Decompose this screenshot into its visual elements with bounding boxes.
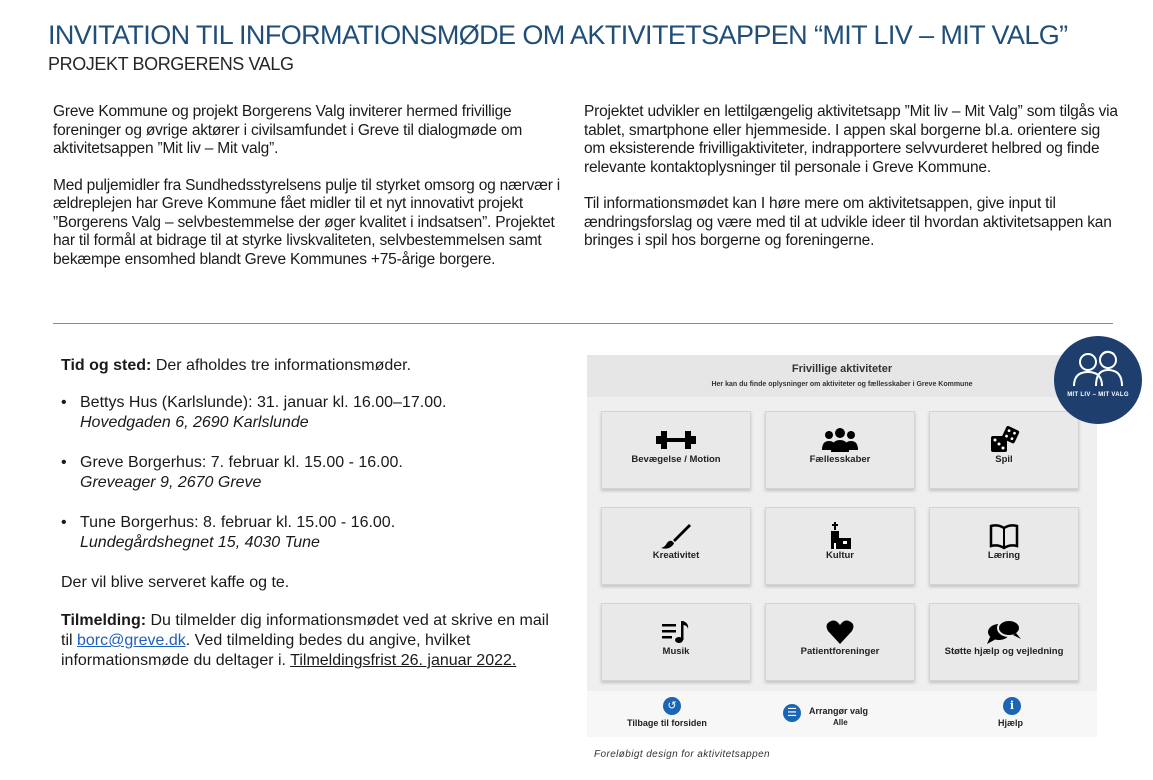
bullet: •: [61, 454, 67, 471]
tile-faellesskaber[interactable]: [765, 411, 915, 489]
tile-patientforeninger[interactable]: [765, 603, 915, 681]
coffee-note: Der vil blive serveret kaffe og te.: [61, 574, 290, 591]
tile-stoette[interactable]: [929, 603, 1079, 681]
intro-left-column: [53, 103, 578, 287]
tile-kultur[interactable]: [765, 507, 915, 585]
app-subtitle: Her kan du finde oplysninger om aktiviteter og fællesskaber i Greve Kommune: [711, 381, 973, 388]
event-heading-label: Tid og sted:: [61, 357, 152, 374]
event-time: Bettys Hus (Karlslunde): 31. januar kl. 16.00–17.00.: [80, 394, 447, 411]
music-icon: [602, 618, 750, 646]
event-time: Tune Borgerhus: 8. februar kl. 15.00 - 16.00.: [80, 514, 396, 531]
image-caption: Foreløbigt design for aktivitetsappen: [594, 749, 770, 760]
intro-paragraph: Greve Kommune og projekt Borgerens Valg inviterer hermed frivillige foreninger og øvrige aktører i civilsamfundet i Greve til dialogmøde om aktivitetsappen ”Mit liv – Mit valg”.: [53, 103, 523, 157]
list-icon: ☰: [783, 704, 801, 722]
event-address: Greveager 9, 2670 Greve: [80, 474, 262, 491]
tile-label: Læring: [987, 550, 1021, 561]
dice-icon: [930, 426, 1078, 454]
signup-text-part: Du tilmelder dig informationsmødet ved at skrive en mail til: [61, 612, 549, 649]
back-button[interactable]: [587, 691, 757, 737]
tile-label: Spil: [995, 454, 1013, 465]
signup-email-link[interactable]: borc@greve.dk: [77, 632, 186, 649]
event-item: [61, 513, 561, 553]
intro-paragraph: Med puljemidler fra Sundhedsstyrelsens pulje til styrket omsorg og nærvær i ældreplejen har Greve Kommune fået midler til et nyt innovativt projekt ”Borgerens Valg – selvbestemmelse der øger kvalitet i indsatsen”. Projektet har til formål at bidrage til at styrke livskvaliteten, selvbestemmelsen samt bekæmpe ensomhed blandt Greve Kommunes +75-årige borgere.: [53, 176, 561, 268]
back-label: Tilbage til forsiden: [627, 718, 707, 728]
dumbbell-icon: [602, 426, 750, 454]
app-header: [587, 355, 1097, 397]
tile-kreativitet[interactable]: [601, 507, 751, 585]
tile-label: Fællesskaber: [809, 454, 871, 465]
sort-button[interactable]: [757, 691, 927, 737]
logo-text: MIT LIV – MIT VALG: [1067, 392, 1129, 398]
help-label: Hjælp: [998, 718, 1024, 728]
page-title: INVITATION TIL INFORMATIONSMØDE OM AKTIVITETSAPPEN “MIT LIV – MIT VALG”: [48, 20, 1068, 50]
tile-musik[interactable]: [601, 603, 751, 681]
chat-icon: [930, 618, 1078, 646]
section-divider: [53, 323, 1113, 324]
paintbrush-icon: [602, 522, 750, 550]
tile-laering[interactable]: [929, 507, 1079, 585]
event-heading-text: Der afholdes tre informationsmøder.: [151, 357, 412, 374]
tile-label: Patientforeninger: [800, 646, 880, 657]
sort-value: Alle: [833, 718, 848, 727]
intro-paragraph: Projektet udvikler en lettilgængelig aktivitetsapp ”Mit liv – Mit Valg” som tilgås via tablet, smartphone eller hjemmeside. I appen skal borgerne bl.a. orientere sig om eksisterende frivilligaktiviteter, indrapportere selvvurderet helbred og finde relevante kontaktoplysninger til personale i Greve Kommune.: [584, 103, 1118, 176]
bullet: •: [61, 394, 67, 411]
tile-label: Bevægelse / Motion: [631, 454, 721, 465]
bullet: •: [61, 514, 67, 531]
signup-label: Tilmelding:: [61, 612, 147, 629]
mit-liv-logo: [1054, 336, 1142, 424]
app-mockup: [587, 355, 1097, 737]
event-item: [61, 393, 561, 433]
help-button[interactable]: [927, 691, 1097, 737]
tile-label: Støtte hjælp og vejledning: [944, 646, 1064, 657]
app-footer: [587, 691, 1097, 737]
book-icon: [930, 522, 1078, 550]
church-icon: [766, 522, 914, 550]
event-section: [61, 356, 561, 671]
tile-label: Kultur: [826, 550, 854, 561]
event-address: Hovedgaden 6, 2690 Karlslunde: [80, 414, 309, 431]
info-icon: i: [1003, 697, 1021, 715]
tile-bevaegelse[interactable]: [601, 411, 751, 489]
signup-text-part: . Ved tilmelding bedes du angive, hvilket informationsmøde du deltager i.: [61, 632, 471, 669]
sort-label: Arrangør valg: [809, 706, 869, 716]
group-icon: [766, 426, 914, 454]
heart-icon: [766, 618, 914, 646]
tile-spil[interactable]: [929, 411, 1079, 489]
event-heading: [61, 356, 561, 376]
tile-label: Kreativitet: [652, 550, 700, 561]
event-address: Lundegårdshegnet 15, 4030 Tune: [80, 534, 320, 551]
page-subtitle: PROJEKT BORGERENS VALG: [48, 54, 294, 74]
intro-right-column: [584, 103, 1124, 269]
signup-deadline: Tilmeldingsfrist 26. januar 2022.: [290, 652, 517, 669]
signup-text: [61, 611, 561, 671]
event-time: Greve Borgerhus: 7. februar kl. 15.00 - 16.00.: [80, 454, 403, 471]
back-icon: ↺: [663, 697, 681, 715]
tile-label: Musik: [662, 646, 690, 657]
intro-paragraph: Til informationsmødet kan I høre mere om aktivitetsappen, give input til ændringsforslag og være med til at udvikle ideer til hvordan aktivitetsappen kan bringes i spil hos borgerne og foreningerne.: [584, 195, 1112, 249]
people-icon: [1054, 336, 1142, 392]
app-title: Frivillige aktiviteter: [791, 363, 893, 375]
event-item: [61, 453, 561, 493]
